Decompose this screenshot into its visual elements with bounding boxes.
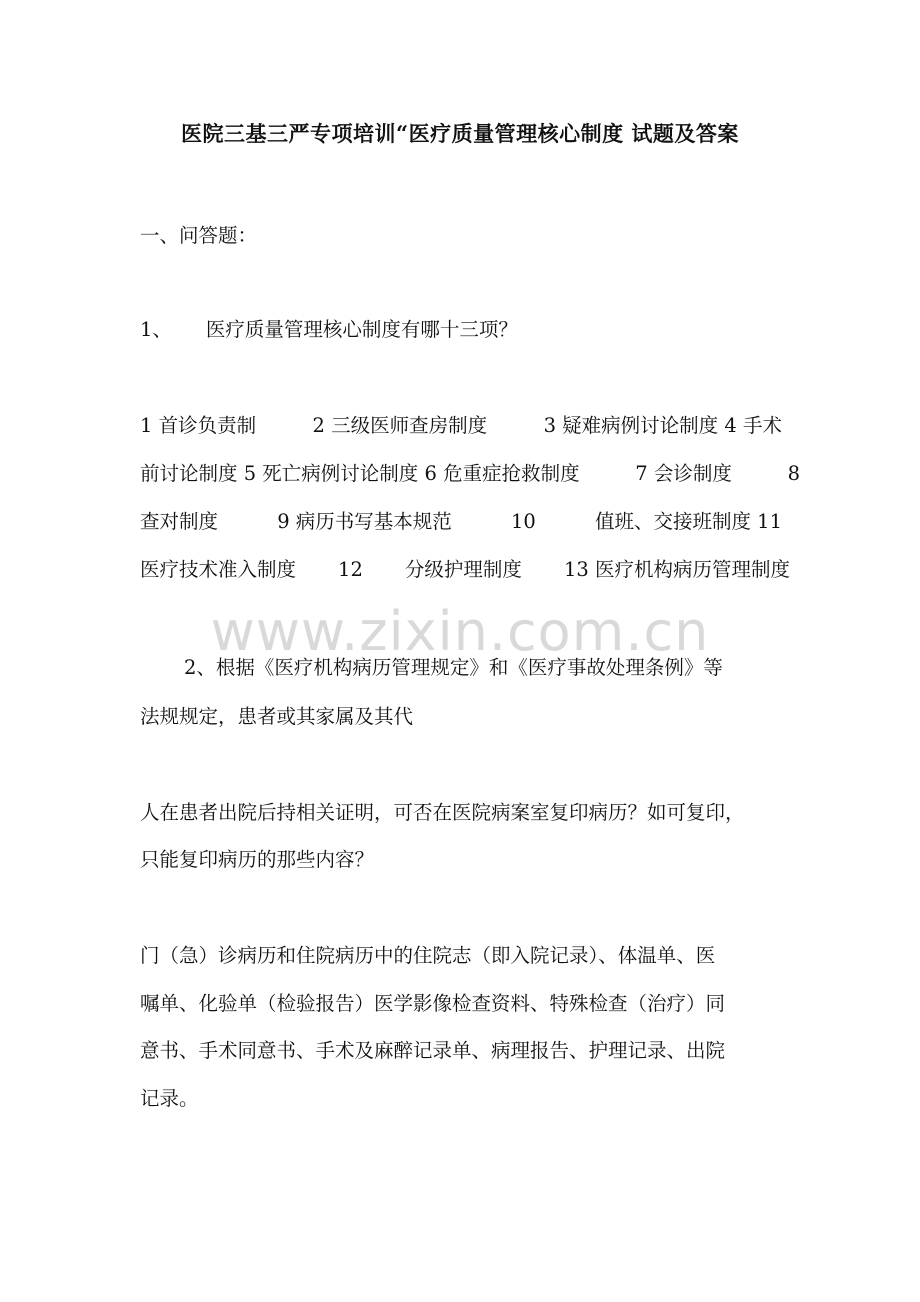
answer-1-item: 医疗技术准入制度 <box>140 558 297 581</box>
answer-1-line-3 <box>140 508 782 536</box>
answer-1-item: 查对制度 <box>140 510 219 533</box>
question-2-line-2: 法规规定，患者或其家属及其代 <box>140 705 414 728</box>
question-2-line-1: 2、根据《医疗机构病历管理规定》和《医疗事故处理条例》等 <box>184 656 723 679</box>
question-2-line-3: 人在患者出院后持相关证明，可否在医院病案室复印病历？如可复印， <box>140 801 745 824</box>
answer-1-item: 前讨论制度 5 死亡病例讨论制度 6 危重症抢救制度 <box>140 462 580 485</box>
answer-1-line-4 <box>140 556 790 584</box>
answer-2-line-3: 意书、手术同意书、手术及麻醉记录单、病理报告、护理记录、出院 <box>140 1039 726 1062</box>
question-2-line-4: 只能复印病历的那些内容？ <box>140 848 375 871</box>
answer-2-line-2: 嘱单、化验单（检验报告）医学影像检查资料、特殊检查（治疗）同 <box>140 992 726 1015</box>
answer-1-item: 7 会诊制度 <box>635 462 732 485</box>
answer-1-line-1 <box>140 412 782 440</box>
answer-2-line-1: 门（急）诊病历和住院病历中的住院志（即入院记录）、体温单、医 <box>140 944 716 967</box>
question-1-number: 1、 <box>140 318 172 341</box>
answer-1-item: 分级护理制度 <box>404 558 522 581</box>
question-1-text: 医疗质量管理核心制度有哪十三项？ <box>205 318 518 341</box>
document-title: 医院三基三严专项培训“医疗质量管理核心制度 试题及答案 <box>181 121 739 146</box>
answer-1-item: 8 <box>787 462 800 485</box>
answer-1-item: 9 病历书写基本规范 <box>277 510 452 533</box>
question-1 <box>140 316 518 344</box>
answer-1-item: 1 首诊负责制 <box>140 414 257 437</box>
answer-2-line-4: 记录。 <box>140 1087 199 1110</box>
answer-1-item: 10 <box>510 510 536 533</box>
answer-1-line-2 <box>140 460 800 488</box>
watermark: www.zixin.com.cn <box>210 600 710 663</box>
answer-1-item: 12 <box>338 558 363 581</box>
answer-1-item: 3 疑难病例讨论制度 4 手术 <box>543 414 782 437</box>
answer-1-item: 2 三级医师查房制度 <box>312 414 488 437</box>
answer-1-item: 13 医疗机构病历管理制度 <box>563 558 790 581</box>
section-heading: 一、问答题： <box>140 224 258 247</box>
answer-1-item: 值班、交接班制度 11 <box>594 510 782 533</box>
